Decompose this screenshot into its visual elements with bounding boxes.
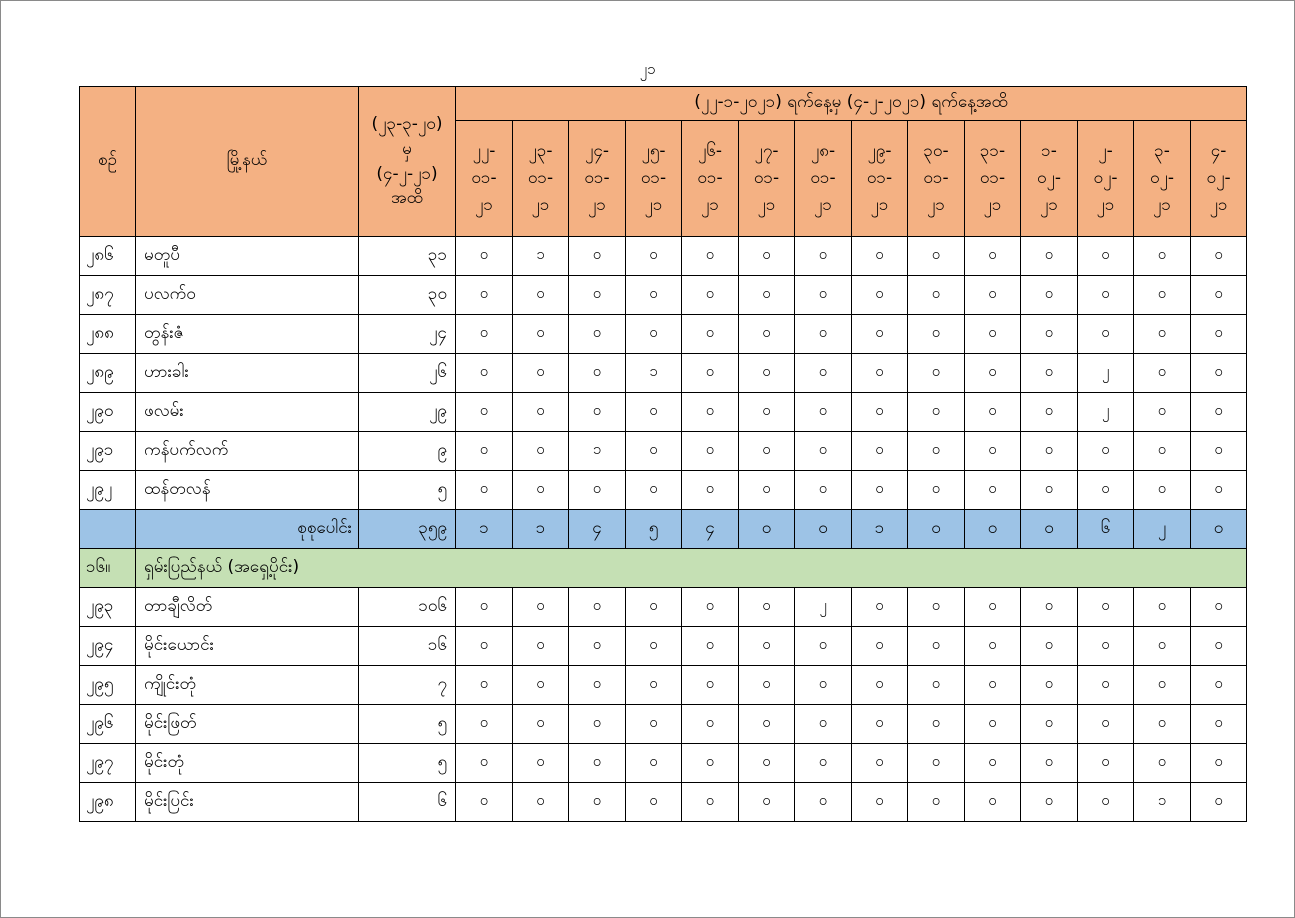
sum-daily-count: ၂ [1134,510,1191,549]
header-cumulative-total: (၂၃-၃-၂၀) မှ (၄-၂-၂၁) အထိ [359,87,456,237]
table-row [80,588,1247,627]
daily-count: ၀ [1021,588,1078,627]
daily-count: ၀ [626,276,682,315]
header-date: ၂- ၀၂- ၂၁ [1078,121,1134,237]
daily-count: ၀ [569,393,626,432]
row-number: ၂၉၇ [80,744,136,783]
township-name: ပလက်ဝ [136,276,359,315]
daily-count: ၀ [626,666,682,705]
cumulative-total: ၅ [359,744,456,783]
daily-count: ၀ [1021,744,1078,783]
daily-count: ၀ [1021,471,1078,510]
daily-count: ၀ [1191,237,1247,276]
daily-count: ၀ [1134,705,1191,744]
daily-count: ၀ [682,315,739,354]
daily-count: ၀ [1134,471,1191,510]
township-name: မိုင်းဖြတ် [136,705,359,744]
daily-count: ၀ [569,471,626,510]
daily-count: ၀ [1021,354,1078,393]
cumulative-total: ၅ [359,705,456,744]
daily-count: ၀ [569,315,626,354]
daily-count: ၀ [1191,705,1247,744]
daily-count: ၀ [1191,276,1247,315]
daily-count: ၀ [626,471,682,510]
daily-count: ၀ [682,783,739,822]
daily-count: ၂ [795,588,852,627]
daily-count: ၀ [569,237,626,276]
daily-count: ၀ [569,588,626,627]
township-name: တာချီလိတ် [136,588,359,627]
daily-count: ၀ [513,354,569,393]
daily-count: ၀ [1021,432,1078,471]
daily-count: ၀ [1078,666,1134,705]
daily-count: ၀ [1191,315,1247,354]
daily-count: ၀ [513,276,569,315]
daily-count: ၀ [795,471,852,510]
daily-count: ၀ [626,237,682,276]
table-row [80,354,1247,393]
daily-count: ၀ [795,276,852,315]
row-number: ၂၉၂ [80,471,136,510]
daily-count: ၀ [1021,705,1078,744]
daily-count: ၀ [1191,627,1247,666]
daily-count: ၀ [682,705,739,744]
daily-count: ၀ [965,471,1021,510]
sum-total: ၃၅၉ [359,510,456,549]
daily-count: ၀ [1021,237,1078,276]
daily-count: ၀ [965,744,1021,783]
daily-count: ၀ [1134,393,1191,432]
row-number: ၂၉၁ [80,432,136,471]
cumulative-total: ၃၁ [359,237,456,276]
header-date: ၃၀- ၀၁- ၂၁ [908,121,965,237]
daily-count: ၀ [795,237,852,276]
cumulative-total: ၅ [359,471,456,510]
header-date: ၂၂- ၀၁- ၂၁ [456,121,513,237]
section-row [80,549,1247,588]
sum-row [80,510,1247,549]
table-row [80,393,1247,432]
daily-count: ၀ [1021,627,1078,666]
daily-count: ၀ [965,627,1021,666]
daily-count: ၀ [852,432,908,471]
header-date: ၃- ၀၂- ၂၁ [1134,121,1191,237]
daily-count: ၀ [1134,744,1191,783]
daily-count: ၀ [682,744,739,783]
daily-count: ၀ [908,744,965,783]
sum-daily-count: ၄ [569,510,626,549]
daily-count: ၀ [1134,627,1191,666]
daily-count: ၀ [739,666,795,705]
section-title: ရှမ်းပြည်နယ် (အရှေ့ပိုင်း) [136,549,1247,588]
daily-count: ၀ [852,237,908,276]
row-number: ၂၉၈ [80,783,136,822]
daily-count: ၂ [1078,354,1134,393]
daily-count: ၀ [852,276,908,315]
row-number: ၂၉၅ [80,666,136,705]
daily-count: ၀ [1078,783,1134,822]
daily-count: ၀ [456,471,513,510]
daily-count: ၀ [513,627,569,666]
daily-count: ၀ [682,627,739,666]
daily-count: ၀ [739,393,795,432]
table-header [80,87,1247,237]
daily-count: ၀ [908,237,965,276]
daily-count: ၀ [908,783,965,822]
daily-count: ၀ [852,783,908,822]
daily-count: ၀ [1191,783,1247,822]
township-name: ကန်ပက်လက် [136,432,359,471]
daily-count: ၀ [626,588,682,627]
daily-count: ၀ [908,666,965,705]
daily-count: ၀ [1191,393,1247,432]
table-row [80,783,1247,822]
daily-count: ၀ [569,705,626,744]
daily-count: ၀ [1021,393,1078,432]
township-name: ထန်တလန် [136,471,359,510]
daily-count: ၀ [1134,666,1191,705]
township-name: မိုင်းယောင်း [136,627,359,666]
row-number: ၂၉၃ [80,588,136,627]
daily-count: ၀ [795,393,852,432]
daily-count: ၀ [513,393,569,432]
daily-count: ၀ [739,783,795,822]
header-no: စဉ် [80,87,136,237]
daily-count: ၀ [456,588,513,627]
daily-count: ၀ [1134,315,1191,354]
daily-count: ၀ [1191,666,1247,705]
daily-count: ၀ [1078,276,1134,315]
daily-count: ၀ [626,783,682,822]
table-row [80,705,1247,744]
daily-count: ၀ [852,471,908,510]
township-name: မိုင်းပြင်း [136,783,359,822]
daily-count: ၁ [1134,783,1191,822]
daily-count: ၂ [1078,393,1134,432]
daily-count: ၀ [795,315,852,354]
daily-count: ၀ [852,354,908,393]
header-township: မြို့နယ် [136,87,359,237]
daily-count: ၀ [965,666,1021,705]
daily-count: ၀ [965,393,1021,432]
daily-count: ၀ [1021,315,1078,354]
township-name: ဟားခါး [136,354,359,393]
daily-count: ၀ [795,666,852,705]
daily-count: ၁ [626,354,682,393]
daily-count: ၀ [513,783,569,822]
table-row [80,237,1247,276]
sum-daily-count: ၀ [965,510,1021,549]
sum-daily-count: ၀ [795,510,852,549]
daily-count: ၀ [965,237,1021,276]
sum-daily-count: ၄ [682,510,739,549]
daily-count: ၀ [739,432,795,471]
daily-count: ၀ [795,705,852,744]
daily-count: ၀ [569,744,626,783]
daily-count: ၀ [795,432,852,471]
daily-count: ၀ [456,237,513,276]
daily-count: ၀ [739,276,795,315]
township-name: မတူပီ [136,237,359,276]
daily-count: ၀ [965,588,1021,627]
daily-count: ၀ [682,276,739,315]
daily-count: ၀ [456,666,513,705]
daily-count: ၀ [1078,588,1134,627]
daily-count: ၀ [626,432,682,471]
daily-count: ၀ [626,315,682,354]
row-number: ၂၈၉ [80,354,136,393]
daily-count: ၀ [965,354,1021,393]
row-number: ၂၉၆ [80,705,136,744]
daily-count: ၀ [965,705,1021,744]
row-number: ၂၈၈ [80,315,136,354]
daily-count: ၀ [569,276,626,315]
daily-count: ၀ [456,627,513,666]
sum-daily-count: ၁ [852,510,908,549]
daily-count: ၀ [1078,627,1134,666]
daily-count: ၀ [456,705,513,744]
daily-count: ၀ [795,744,852,783]
daily-count: ၀ [908,315,965,354]
sum-daily-count: ၀ [1021,510,1078,549]
township-name: မိုင်းတုံ [136,744,359,783]
header-date: ၂၅- ၀၁- ၂၁ [626,121,682,237]
cumulative-total: ၆ [359,783,456,822]
daily-count: ၀ [852,744,908,783]
daily-count: ၀ [456,783,513,822]
row-number: ၂၈၇ [80,276,136,315]
sum-empty-cell [80,510,136,549]
sum-daily-count: ၀ [1191,510,1247,549]
daily-count: ၀ [1021,666,1078,705]
daily-count: ၀ [739,471,795,510]
daily-count: ၀ [1078,237,1134,276]
daily-count: ၀ [795,783,852,822]
daily-count: ၀ [739,588,795,627]
daily-count: ၀ [682,666,739,705]
table-row [80,627,1247,666]
cumulative-total: ၃၀ [359,276,456,315]
daily-count: ၀ [1134,588,1191,627]
daily-count: ၀ [908,354,965,393]
daily-count: ၀ [682,432,739,471]
daily-count: ၀ [1134,237,1191,276]
daily-count: ၀ [739,315,795,354]
cumulative-total: ၂၄ [359,315,456,354]
daily-count: ၀ [1191,588,1247,627]
daily-count: ၀ [456,744,513,783]
daily-count: ၀ [513,432,569,471]
daily-count: ၀ [852,627,908,666]
cumulative-total: ၇ [359,666,456,705]
daily-count: ၀ [1134,276,1191,315]
daily-count: ၀ [908,432,965,471]
header-date: ၁- ၀၂- ၂၁ [1021,121,1078,237]
daily-count: ၀ [1021,276,1078,315]
sum-daily-count: ၆ [1078,510,1134,549]
daily-count: ၁ [513,237,569,276]
daily-count: ၀ [1191,354,1247,393]
daily-count: ၀ [1021,783,1078,822]
daily-count: ၀ [852,705,908,744]
daily-count: ၀ [456,354,513,393]
daily-count: ၀ [908,627,965,666]
sum-daily-count: ၀ [739,510,795,549]
section-number: ၁၆။ [80,549,136,588]
daily-count: ၀ [1134,432,1191,471]
daily-count: ၀ [626,393,682,432]
header-date: ၂၉- ၀၁- ၂၁ [852,121,908,237]
daily-count: ၀ [795,354,852,393]
daily-count: ၀ [739,744,795,783]
header-date: ၂၇- ၀၁- ၂၁ [739,121,795,237]
daily-count: ၀ [456,315,513,354]
daily-count: ၀ [1078,705,1134,744]
daily-count: ၀ [626,627,682,666]
table-row [80,666,1247,705]
header-date: ၂၄- ၀၁- ၂၁ [569,121,626,237]
sum-daily-count: ၅ [626,510,682,549]
table-row [80,471,1247,510]
daily-count: ၀ [852,588,908,627]
daily-count: ၀ [965,315,1021,354]
daily-count: ၀ [1134,354,1191,393]
sum-daily-count: ၁ [456,510,513,549]
daily-count: ၀ [569,627,626,666]
sum-daily-count: ၁ [513,510,569,549]
header-date: ၄- ၀၂- ၂၁ [1191,121,1247,237]
daily-count: ၀ [569,354,626,393]
daily-count: ၀ [456,393,513,432]
daily-count: ၀ [852,393,908,432]
header-date: ၂၆- ၀၁- ၂၁ [682,121,739,237]
daily-count: ၀ [626,705,682,744]
daily-count: ၀ [682,588,739,627]
cumulative-total: ၁၆ [359,627,456,666]
header-period: (၂၂-၁-၂၀၂၁) ရက်နေ့မှ (၄-၂-၂၀၂၁) ရက်နေ့အထိ [456,87,1247,121]
daily-count: ၀ [513,315,569,354]
cases-table [79,86,1247,822]
row-number: ၂၉၀ [80,393,136,432]
header-date: ၂၃- ၀၁- ၂၁ [513,121,569,237]
daily-count: ၀ [682,354,739,393]
daily-count: ၀ [795,627,852,666]
header-date: ၂၈- ၀၁- ၂၁ [795,121,852,237]
daily-count: ၀ [1078,315,1134,354]
sum-daily-count: ၀ [908,510,965,549]
daily-count: ၀ [1078,744,1134,783]
row-number: ၂၉၄ [80,627,136,666]
cumulative-total: ၉ [359,432,456,471]
daily-count: ၀ [965,783,1021,822]
row-number: ၂၈၆ [80,237,136,276]
table-row [80,315,1247,354]
daily-count: ၀ [513,471,569,510]
daily-count: ၀ [1191,432,1247,471]
daily-count: ၀ [513,744,569,783]
daily-count: ၀ [1191,744,1247,783]
daily-count: ၀ [852,666,908,705]
daily-count: ၀ [908,471,965,510]
daily-count: ၀ [739,705,795,744]
daily-count: ၀ [852,315,908,354]
table-row [80,744,1247,783]
daily-count: ၀ [513,588,569,627]
daily-count: ၀ [1078,432,1134,471]
daily-count: ၀ [908,588,965,627]
daily-count: ၀ [1078,471,1134,510]
daily-count: ၀ [569,666,626,705]
cumulative-total: ၂၉ [359,393,456,432]
daily-count: ၀ [739,237,795,276]
daily-count: ၀ [965,276,1021,315]
cumulative-total: ၂၆ [359,354,456,393]
header-date: ၃၁- ၀၁- ၂၁ [965,121,1021,237]
township-name: တွန်းဇံ [136,315,359,354]
daily-count: ၀ [965,432,1021,471]
daily-count: ၀ [908,393,965,432]
township-name: ဖလမ်း [136,393,359,432]
daily-count: ၀ [682,393,739,432]
page-number: ၂၁ [639,60,656,78]
daily-count: ၀ [739,354,795,393]
daily-count: ၀ [739,627,795,666]
daily-count: ၀ [513,666,569,705]
daily-count: ၀ [908,276,965,315]
table-row [80,276,1247,315]
daily-count: ၁ [569,432,626,471]
daily-count: ၀ [569,783,626,822]
daily-count: ၀ [456,276,513,315]
daily-count: ၀ [456,432,513,471]
daily-count: ၀ [626,744,682,783]
table-body [80,237,1247,822]
daily-count: ၀ [682,471,739,510]
township-name: ကျိုင်းတုံ [136,666,359,705]
table-row [80,432,1247,471]
cumulative-total: ၁၀၆ [359,588,456,627]
daily-count: ၀ [513,705,569,744]
daily-count: ၀ [682,237,739,276]
daily-count: ၀ [1191,471,1247,510]
sum-label: စုစုပေါင်း [136,510,359,549]
daily-count: ၀ [908,705,965,744]
